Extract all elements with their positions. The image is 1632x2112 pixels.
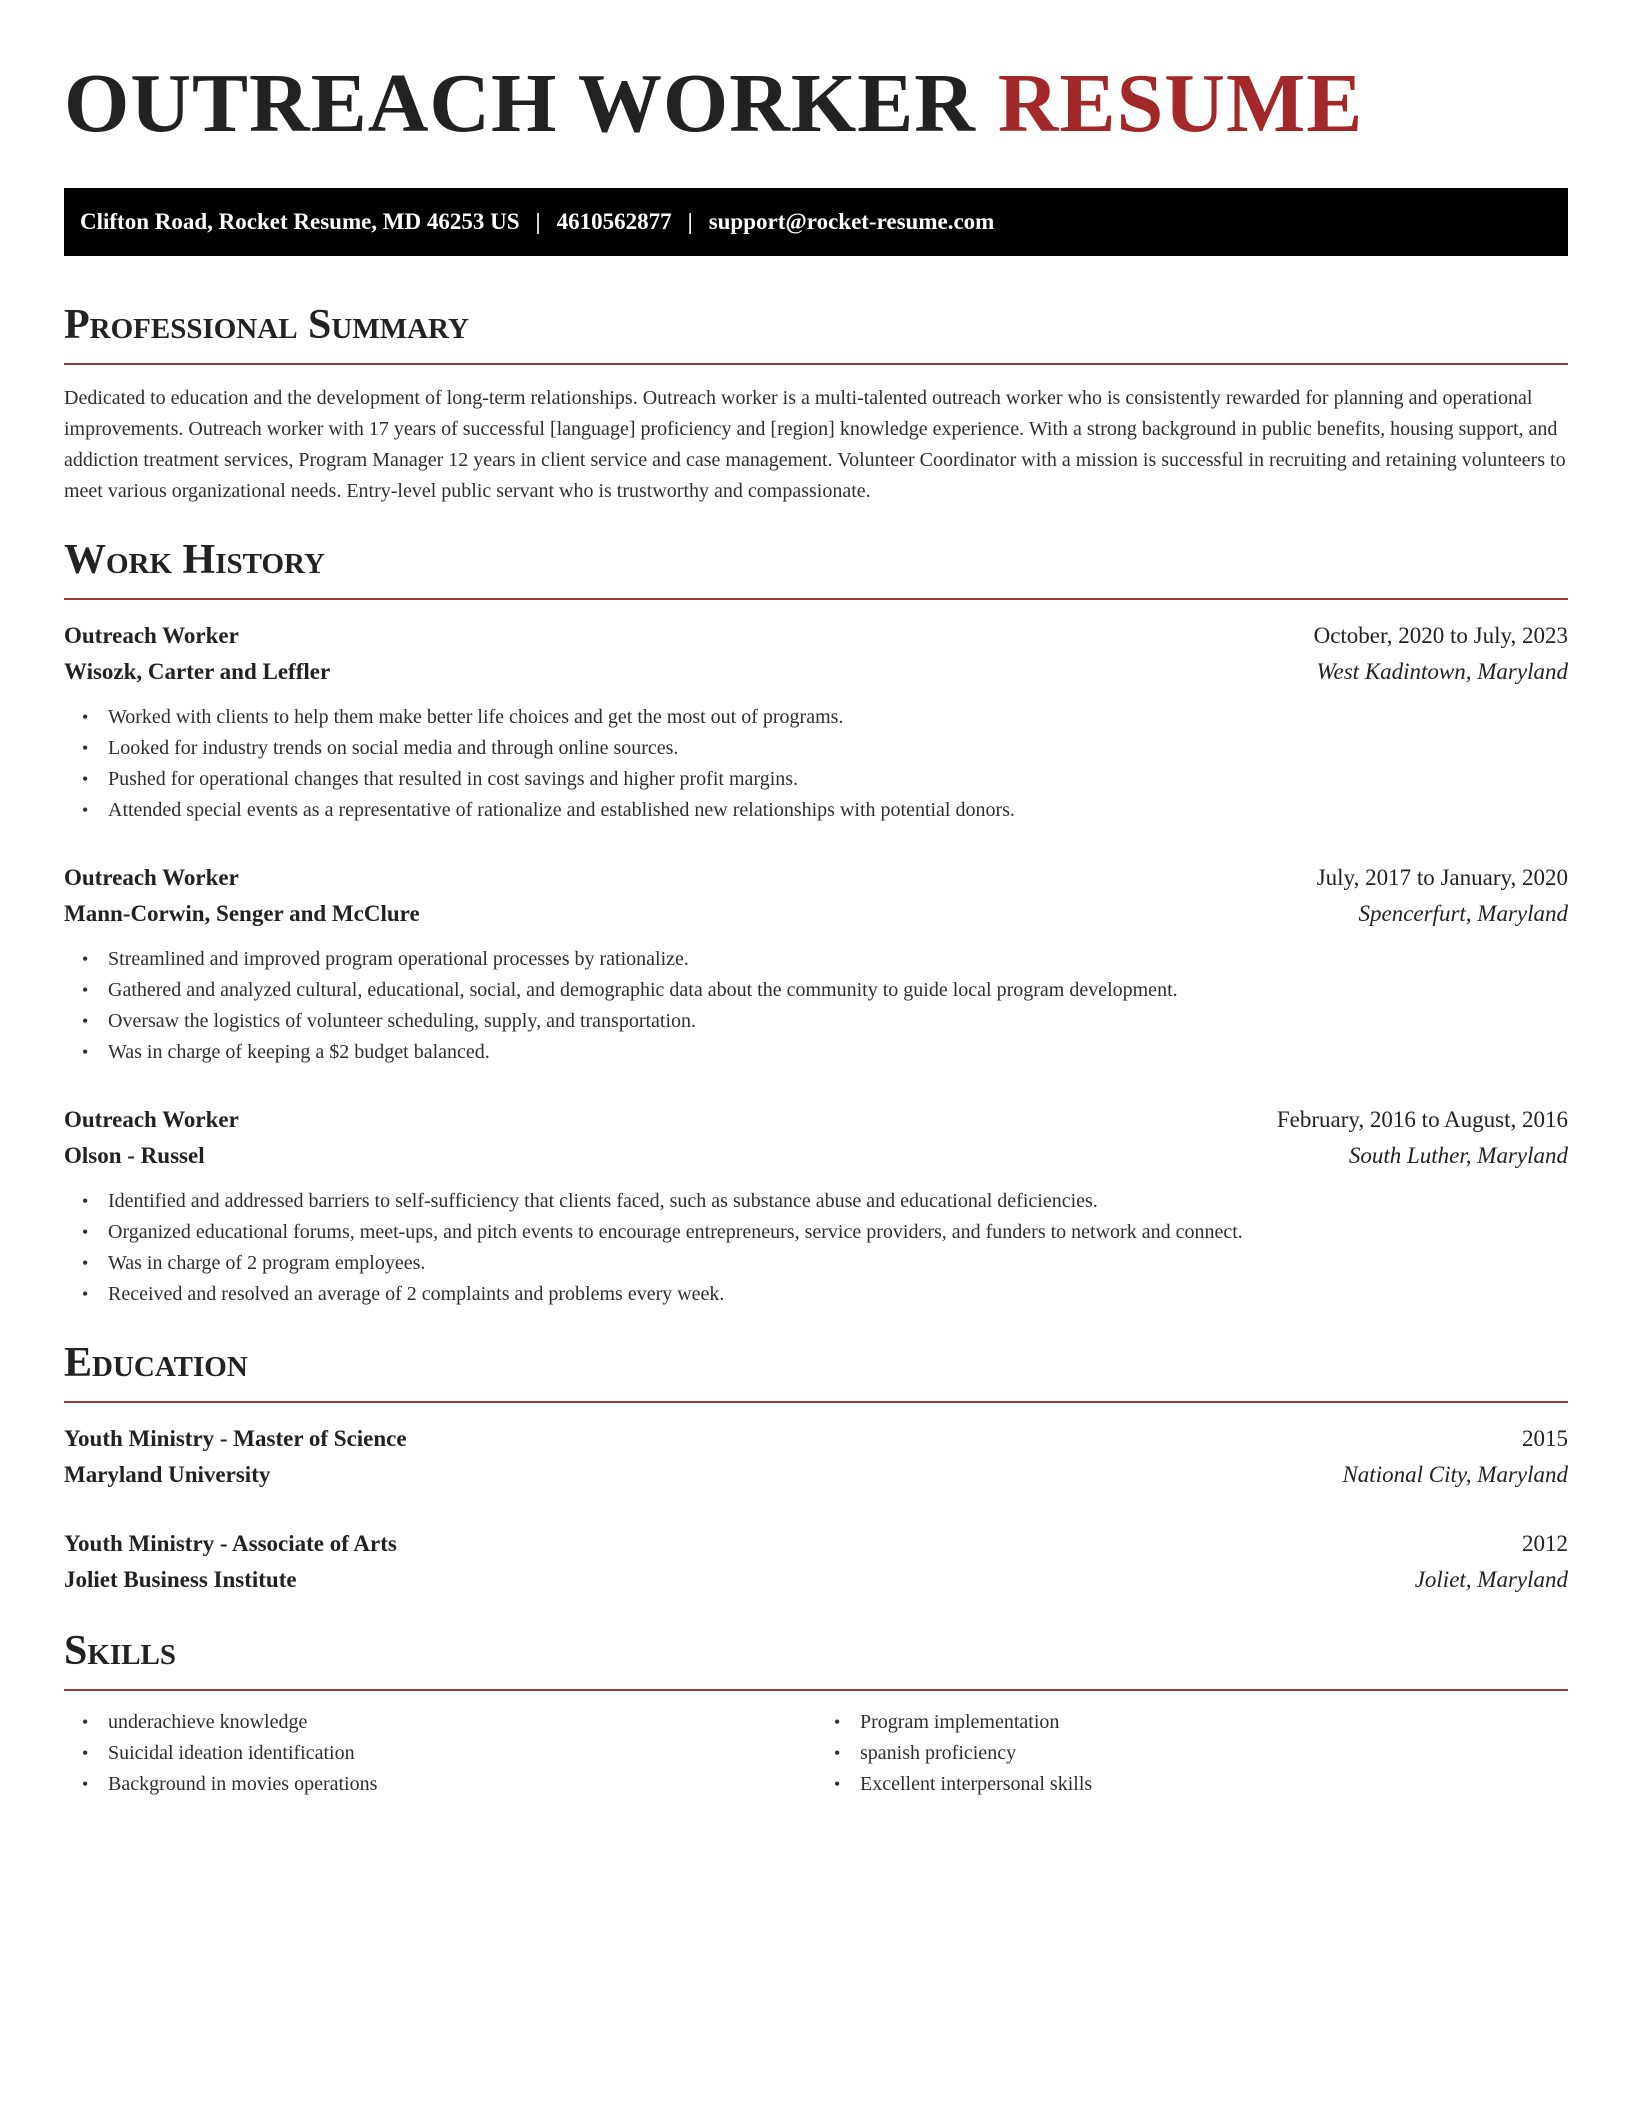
skills-column-right [816, 1707, 1568, 1800]
bullet-icon: • [834, 1743, 841, 1763]
skills-section [64, 1626, 1568, 1800]
skills-heading: Skills [64, 1628, 177, 1674]
contact-bar [64, 188, 1568, 256]
job-company: Wisozk, Carter and Leffler [64, 659, 331, 684]
skill-text: spanish proficiency [860, 1742, 1017, 1764]
list-item [64, 733, 1568, 764]
title-accent: RESUME [997, 57, 1364, 150]
summary-text: Dedicated to education and the development of long-term relationships. Outreach worker is a multi-talented outreach worker who is consistently rewarded for planning and operational improvements. Outreach worker with 17 years of successful [language] proficiency and [region] knowledge experience. With a strong background in public benefits, housing support, and addiction treatment services, Program Manager 12 years in client service and case management. Volunteer Coordinator with a mission is successful in recruiting and retaining volunteers to meet various organizational needs. Entry-level public servant who is trustworthy and compassionate. [64, 387, 1566, 502]
list-item [64, 1186, 1568, 1217]
job-bullets [64, 944, 1568, 1068]
title-main: OUTREACH WORKER [64, 57, 976, 150]
bullet-text: Identified and addressed barriers to self-sufficiency that clients faced, such as substance abuse and educational deficiencies. [108, 1190, 1098, 1212]
bullet-text: Streamlined and improved program operational processes by rationalize. [108, 948, 689, 970]
school-location: Joliet, Maryland [1414, 1567, 1568, 1592]
bullet-icon: • [82, 1222, 89, 1242]
bullet-icon: • [834, 1774, 841, 1794]
job-company: Olson - Russel [64, 1143, 205, 1168]
skills-grid [64, 1707, 1568, 1800]
bullet-text: Was in charge of keeping a $2 budget balanced. [108, 1041, 490, 1063]
education-heading: Education [64, 1340, 248, 1386]
contact-address: Clifton Road, Rocket Resume, MD 46253 US [80, 209, 520, 234]
list-item [64, 1279, 1568, 1310]
job-bullets [64, 702, 1568, 826]
job-location: Spencerfurt, Maryland [1358, 901, 1568, 926]
job-location: West Kadintown, Maryland [1316, 659, 1568, 684]
list-item [64, 975, 1568, 1006]
bullet-text: Attended special events as a representative of rationalize and established new relationships with potential donors. [108, 799, 1015, 821]
skill-text: Excellent interpersonal skills [860, 1773, 1093, 1795]
school-name: Joliet Business Institute [64, 1567, 297, 1592]
job-bullets [64, 1186, 1568, 1310]
skill-text: Background in movies operations [108, 1773, 378, 1795]
bullet-icon: • [82, 1284, 89, 1304]
contact-email[interactable]: support@rocket-resume.com [708, 209, 995, 234]
bullet-icon: • [82, 980, 89, 1000]
job-dates: July, 2017 to January, 2020 [1316, 865, 1568, 890]
skills-column-left [64, 1707, 816, 1800]
list-item [64, 1738, 816, 1769]
skill-text: Program implementation [860, 1711, 1060, 1733]
list-item [64, 1037, 1568, 1068]
list-item [64, 1769, 816, 1800]
bullet-icon: • [82, 1743, 89, 1763]
bullet-text: Pushed for operational changes that resulted in cost savings and higher profit margins. [108, 768, 799, 790]
job-title: Outreach Worker [64, 1107, 239, 1132]
summary-section [64, 300, 1568, 507]
section-divider [64, 1401, 1568, 1403]
list-item [64, 795, 1568, 826]
bullet-icon: • [82, 800, 89, 820]
section-divider [64, 1689, 1568, 1691]
work-history-section [64, 535, 1568, 1310]
degree-title: Youth Ministry - Master of Science [64, 1426, 407, 1451]
contact-separator: | [687, 209, 693, 234]
work-history-heading: Work History [64, 537, 325, 583]
list-item [64, 1248, 1568, 1279]
list-item [816, 1738, 1568, 1769]
job-entry [64, 1102, 1568, 1310]
bullet-icon: • [82, 769, 89, 789]
bullet-text: Was in charge of 2 program employees. [108, 1252, 426, 1274]
job-entry [64, 618, 1568, 826]
bullet-text: Organized educational forums, meet-ups, and pitch events to encourage entrepreneurs, service providers, and funders to network and connect. [108, 1221, 1243, 1243]
bullet-icon: • [82, 1774, 89, 1794]
list-item [64, 764, 1568, 795]
list-item [64, 944, 1568, 975]
education-entry [64, 1526, 1568, 1598]
degree-title: Youth Ministry - Associate of Arts [64, 1531, 397, 1556]
bullet-icon: • [82, 738, 89, 758]
graduation-year: 2012 [1522, 1531, 1568, 1556]
job-title: Outreach Worker [64, 623, 239, 648]
bullet-icon: • [82, 949, 89, 969]
job-company: Mann-Corwin, Senger and McClure [64, 901, 420, 926]
list-item [816, 1769, 1568, 1800]
bullet-text: Received and resolved an average of 2 complaints and problems every week. [108, 1283, 725, 1305]
skill-text: Suicidal ideation identification [108, 1742, 355, 1764]
contact-separator: | [535, 209, 541, 234]
graduation-year: 2015 [1522, 1426, 1568, 1451]
resume-title [64, 56, 1568, 152]
contact-phone[interactable]: 4610562877 [556, 209, 672, 234]
bullet-icon: • [82, 1712, 89, 1732]
job-title: Outreach Worker [64, 865, 239, 890]
school-location: National City, Maryland [1342, 1462, 1568, 1487]
job-dates: February, 2016 to August, 2016 [1276, 1107, 1568, 1132]
bullet-text: Looked for industry trends on social media and through online sources. [108, 737, 679, 759]
bullet-text: Gathered and analyzed cultural, educational, social, and demographic data about the community to guide local program development. [108, 979, 1178, 1001]
education-entry [64, 1421, 1568, 1493]
job-location: South Luther, Maryland [1348, 1143, 1568, 1168]
list-item [64, 702, 1568, 733]
bullet-icon: • [82, 1011, 89, 1031]
list-item [816, 1707, 1568, 1738]
bullet-icon: • [834, 1712, 841, 1732]
education-section [64, 1338, 1568, 1598]
bullet-text: Worked with clients to help them make better life choices and get the most out of programs. [108, 706, 844, 728]
list-item [64, 1707, 816, 1738]
section-divider [64, 363, 1568, 365]
summary-heading: Professional Summary [64, 302, 469, 348]
list-item [64, 1217, 1568, 1248]
job-entry [64, 860, 1568, 1068]
school-name: Maryland University [64, 1462, 271, 1487]
bullet-icon: • [82, 707, 89, 727]
bullet-icon: • [82, 1253, 89, 1273]
bullet-icon: • [82, 1042, 89, 1062]
job-dates: October, 2020 to July, 2023 [1313, 623, 1568, 648]
bullet-text: Oversaw the logistics of volunteer scheduling, supply, and transportation. [108, 1010, 697, 1032]
bullet-icon: • [82, 1191, 89, 1211]
skill-text: underachieve knowledge [108, 1711, 308, 1733]
section-divider [64, 598, 1568, 600]
list-item [64, 1006, 1568, 1037]
